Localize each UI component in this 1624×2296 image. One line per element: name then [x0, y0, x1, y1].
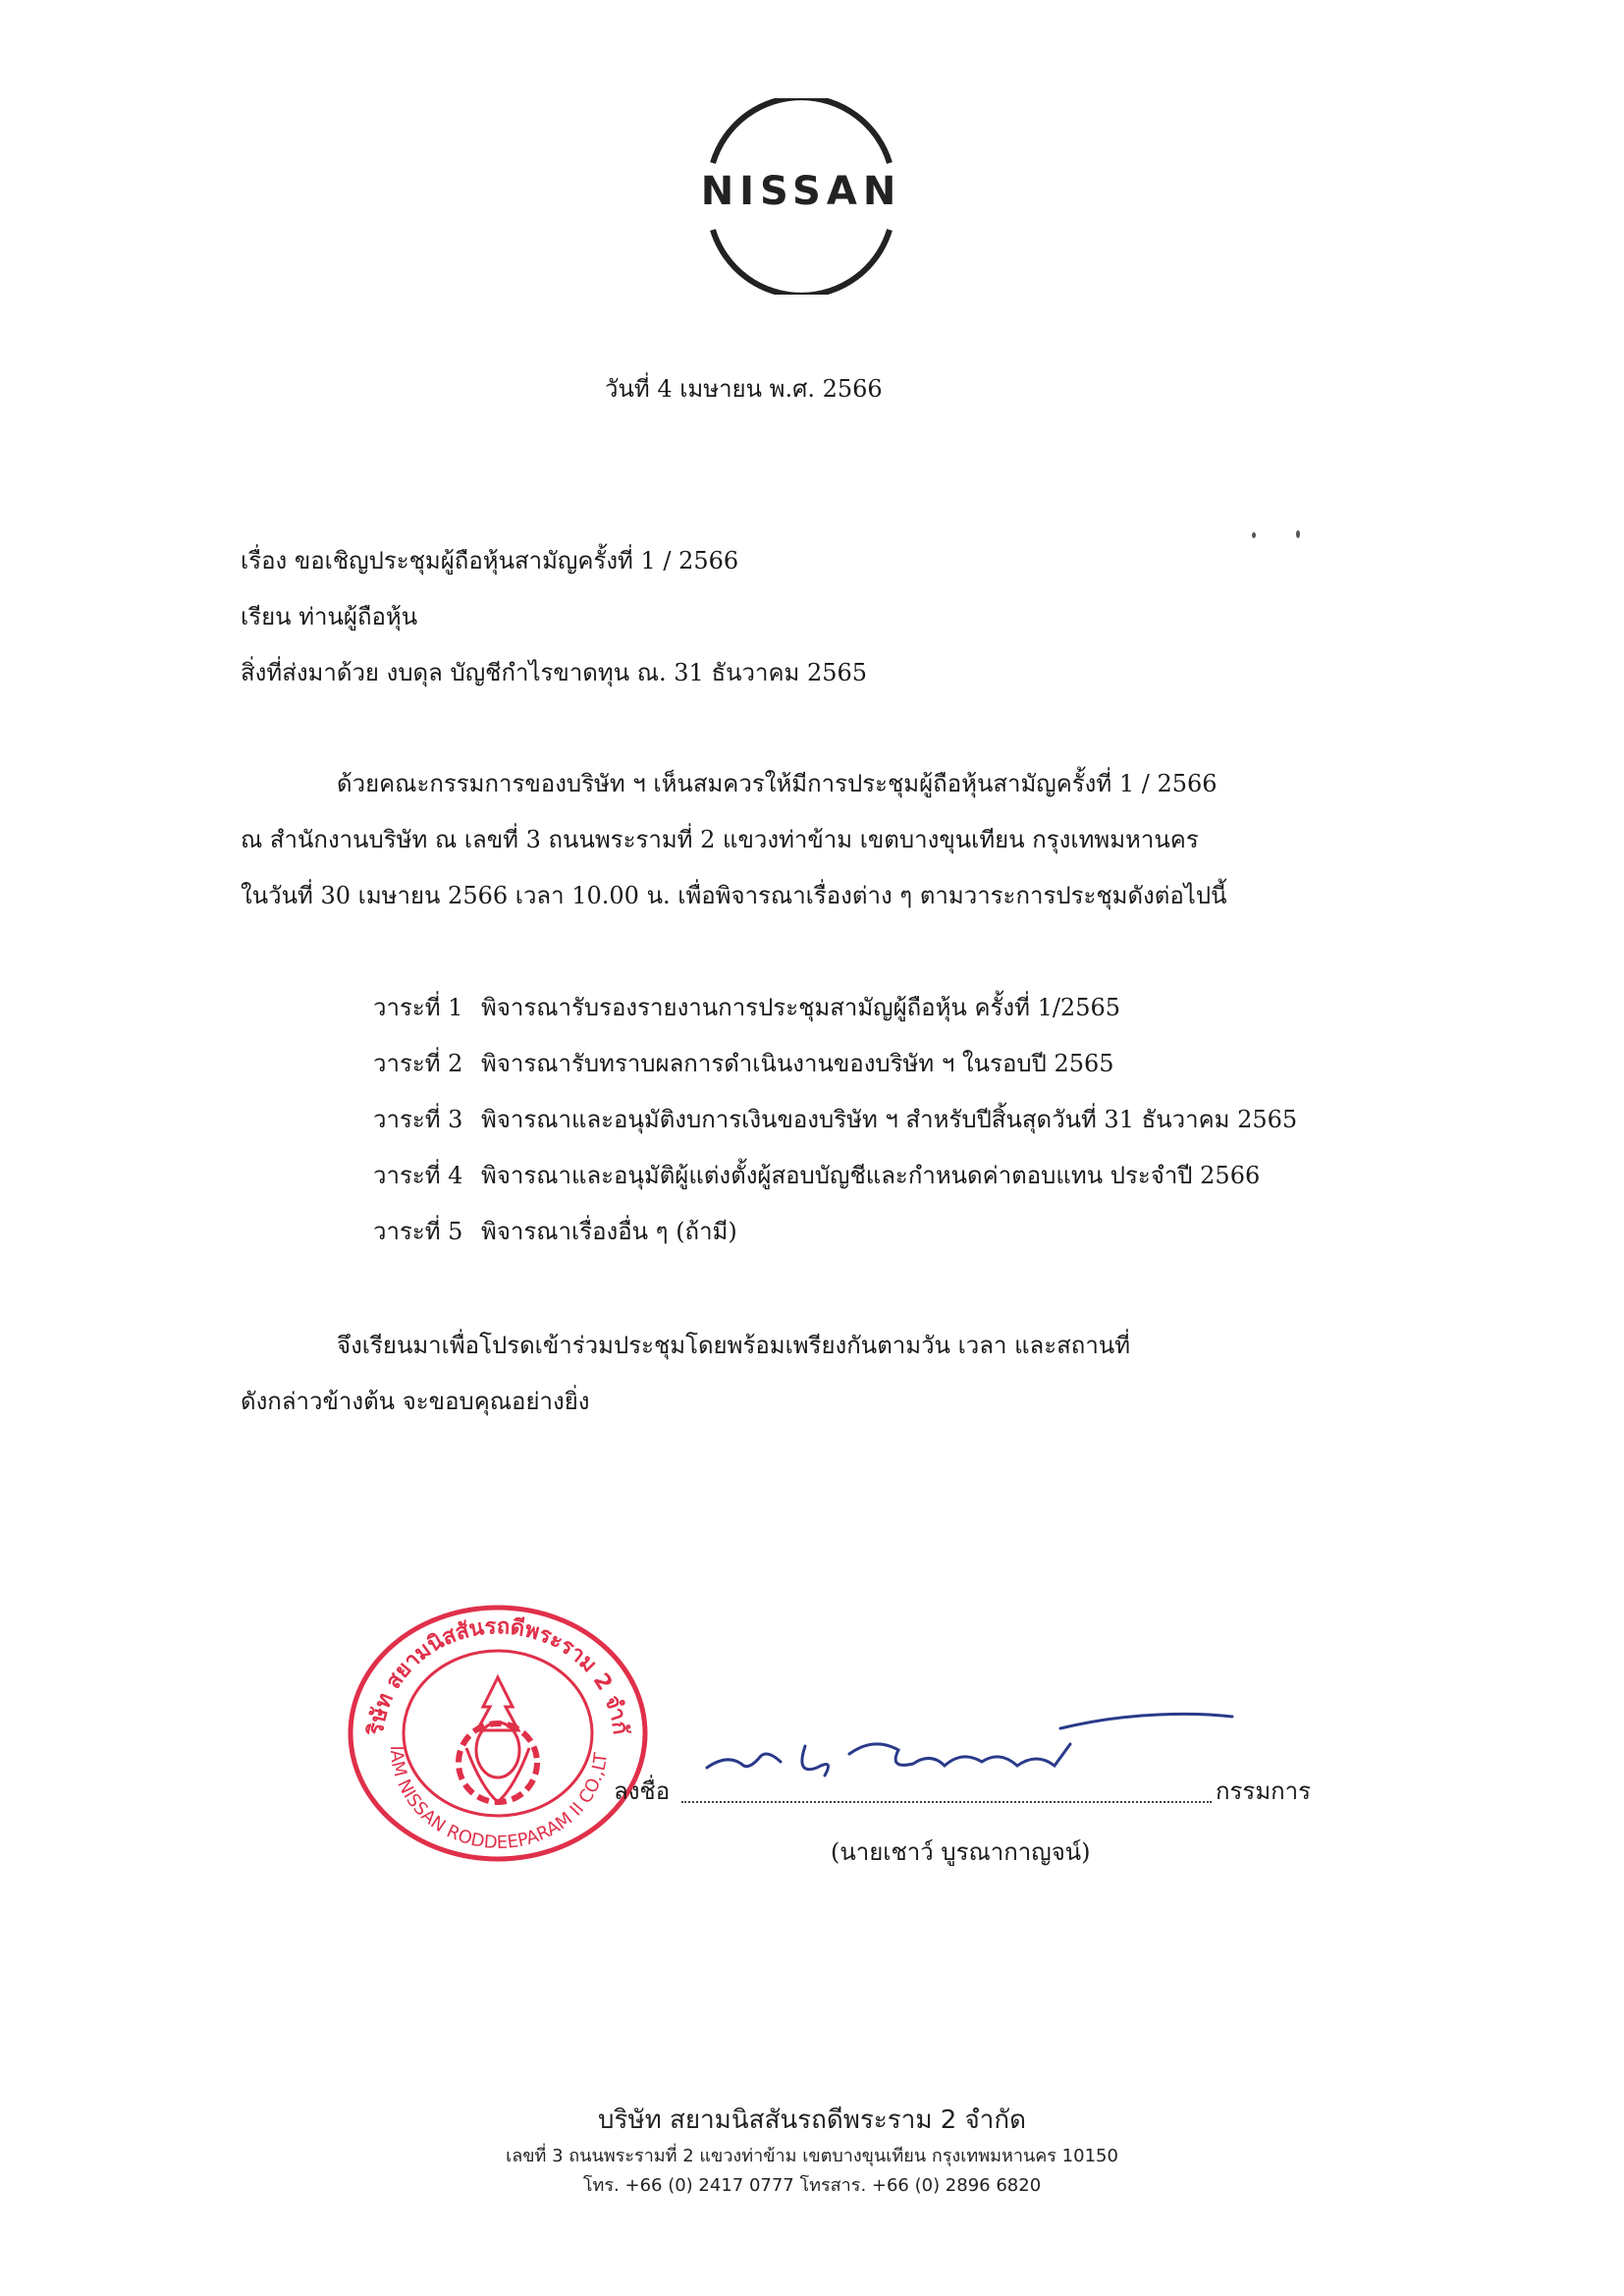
- agenda-item: [373, 1104, 1394, 1135]
- nissan-logo: [687, 98, 915, 295]
- agenda-item: [373, 992, 1394, 1023]
- footer-company: บริษัท สยามนิสสันรถดีพระราม 2 จำกัด: [597, 2105, 1027, 2135]
- agenda-item: [373, 1216, 1394, 1247]
- agenda-text: พิจารณารับรองรายงานการประชุมสามัญผู้ถือหุ้น ครั้งที่ 1/2565: [481, 994, 1120, 1021]
- agenda-number: วาระที่ 4: [373, 1162, 463, 1189]
- letter-recipient: เรียน ท่านผู้ถือหุ้น: [241, 603, 418, 630]
- signature-label: ลงชื่อ: [614, 1777, 671, 1805]
- agenda-number: วาระที่ 3: [373, 1106, 463, 1133]
- agenda-text: พิจารณารับทราบผลการดำเนินงานของบริษัท ฯ ในรอบปี 2565: [481, 1050, 1114, 1077]
- body-paragraph-2-line-2: ดังกล่าวข้างต้น จะขอบคุณอย่างยิ่ง: [241, 1388, 590, 1415]
- agenda-number: วาระที่ 1: [373, 994, 463, 1021]
- agenda-text: พิจารณาและอนุมัติผู้แต่งตั้งผู้สอบบัญชีและกำหนดค่าตอบแทน ประจำปี 2566: [481, 1162, 1261, 1189]
- letter-subject: เรื่อง ขอเชิญประชุมผู้ถือหุ้นสามัญครั้งที่ 1 / 2566: [241, 547, 739, 574]
- agenda-text: พิจารณาเรื่องอื่น ๆ (ถ้ามี): [481, 1218, 737, 1245]
- signature-role: กรรมการ: [1216, 1777, 1312, 1805]
- svg-text:บริษัท สยามนิสสันรถดีพระราม 2: ริษัท สยามนิสสันรถดีพระราม 2 จำกั: [363, 1614, 633, 1737]
- body-paragraph-1-line-1: ด้วยคณะกรรมการของบริษัท ฯ เห็นสมควรให้มีการประชุมผู้ถือหุ้นสามัญครั้งที่ 1 / 2566: [337, 770, 1218, 797]
- letter-attachment: สิ่งที่ส่งมาด้วย งบดุล บัญชีกำไรขาดทุน ณ. 31 ธันวาคม 2565: [241, 659, 868, 686]
- footer-address: เลขที่ 3 ถนนพระรามที่ 2 แขวงท่าข้าม เขตบางขุนเทียน กรุงเทพมหานคร 10150: [506, 2146, 1118, 2166]
- agenda-item: [373, 1048, 1394, 1079]
- logo-wordmark: NISSAN: [700, 169, 902, 214]
- body-paragraph-1-line-3: ในวันที่ 30 เมษายน 2566 เวลา 10.00 น. เพื่อพิจารณาเรื่องต่าง ๆ ตามวาระการประชุมดังต่อไปนี้: [241, 882, 1227, 909]
- company-seal: [344, 1601, 653, 1866]
- company-seal-icon: [344, 1601, 653, 1866]
- body-paragraph-2-line-1: จึงเรียนมาเพื่อโปรดเข้าร่วมประชุมโดยพร้อมเพรียงกันตามวัน เวลา และสถานที่: [337, 1332, 1131, 1359]
- agenda-number: วาระที่ 5: [373, 1218, 463, 1245]
- agenda-number: วาระที่ 2: [373, 1050, 463, 1077]
- agenda-text: พิจารณาและอนุมัติงบการเงินของบริษัท ฯ สำหรับปีสิ้นสุดวันที่ 31 ธันวาคม 2565: [481, 1106, 1298, 1133]
- footer-contact: โทร. +66 (0) 2417 0777 โทรสาร. +66 (0) 2896 6820: [582, 2175, 1042, 2196]
- scan-speck: [1296, 530, 1300, 538]
- svg-text:SIAM NISSAN RODDEEPARAM II CO.: IAM NISSAN RODDEEPARAM II CO.,LT: [385, 1745, 612, 1854]
- agenda-item: [373, 1160, 1394, 1191]
- signatory-name: (นายเชาว์ บูรณากาญจน์): [831, 1838, 1091, 1866]
- body-paragraph-1-line-2: ณ สำนักงานบริษัท ณ เลขที่ 3 ถนนพระรามที่ 2 แขวงท่าข้าม เขตบางขุนเทียน กรุงเทพมหานคร: [241, 826, 1199, 853]
- letter-date: วันที่ 4 เมษายน พ.ศ. 2566: [605, 375, 883, 403]
- scan-speck: [1252, 532, 1256, 538]
- signature-line: [681, 1776, 1212, 1803]
